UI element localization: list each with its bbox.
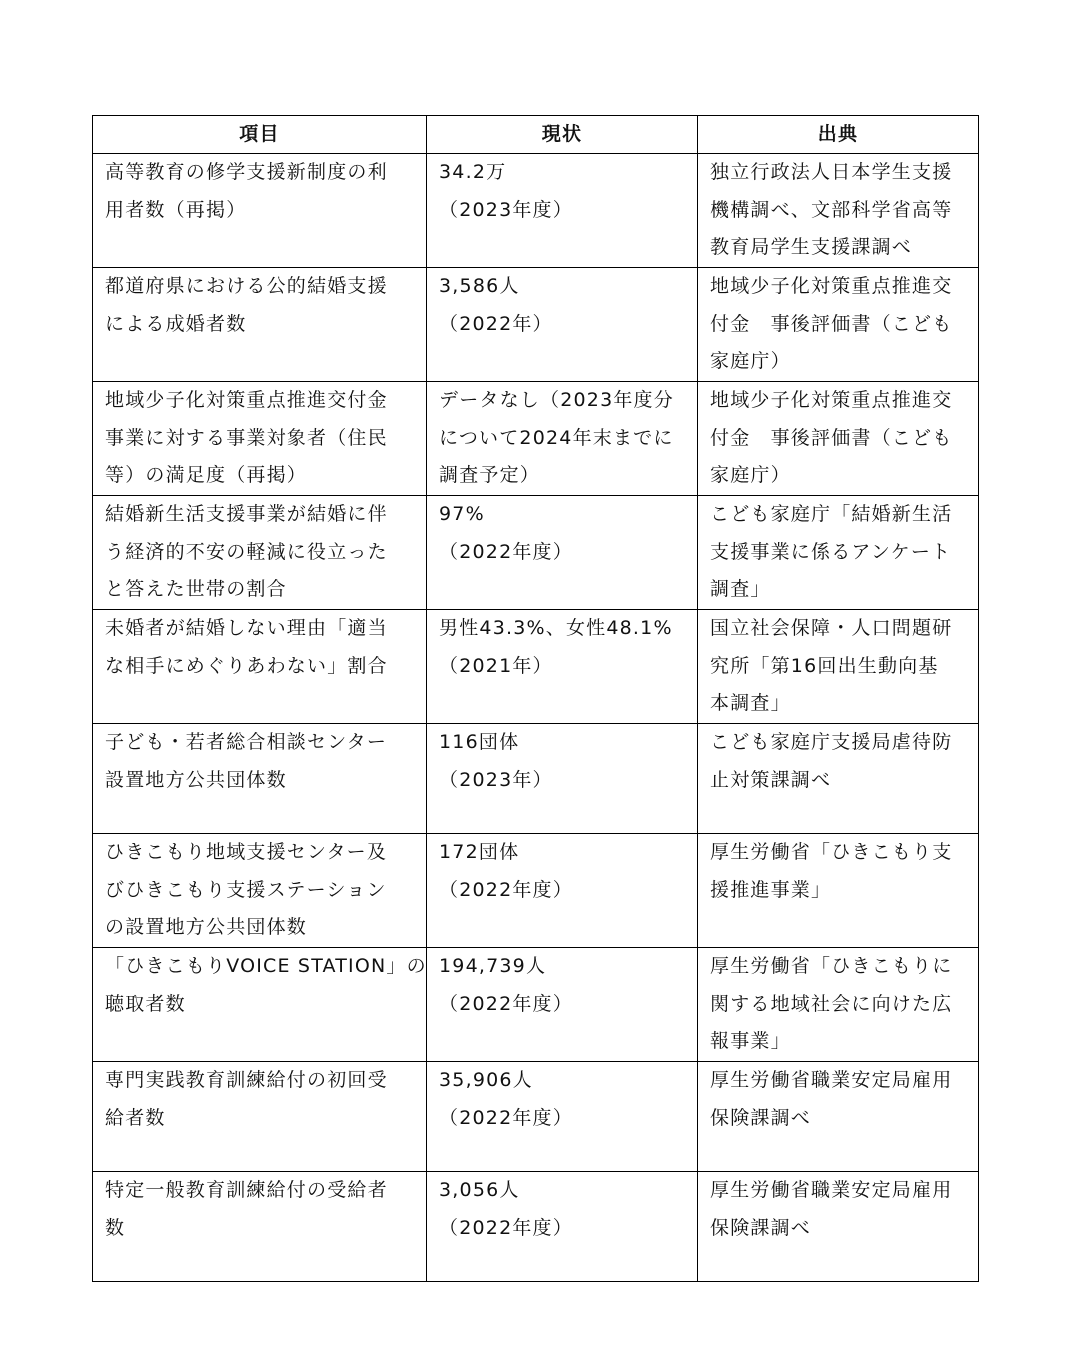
header-status: 現状 bbox=[427, 116, 698, 154]
status-line: （2022年度） bbox=[439, 540, 573, 563]
source-line: こども家庭庁支援局虐待防 bbox=[710, 731, 953, 753]
status-line: データなし（2023年度分 bbox=[439, 389, 674, 411]
item-cell bbox=[93, 948, 427, 1062]
item-line: と答えた世帯の割合 bbox=[105, 578, 287, 601]
status-line: について2024年末までに bbox=[439, 426, 674, 449]
source-line: 厚生労働省「ひきこもり支 bbox=[710, 841, 953, 863]
source-line: 厚生労働省職業安定局雇用 bbox=[710, 1069, 953, 1091]
item-line: 用者数（再掲） bbox=[105, 198, 247, 221]
item-line: 都道府県における公的結婚支援 bbox=[105, 275, 388, 297]
source-cell bbox=[698, 610, 979, 724]
item-cell bbox=[93, 1172, 427, 1282]
status-cell bbox=[427, 724, 698, 834]
item-line: な相手にめぐりあわない」割合 bbox=[105, 654, 388, 677]
item-line: う経済的不安の軽減に役立った bbox=[105, 540, 388, 563]
status-line: 116団体 bbox=[439, 731, 520, 753]
item-line: 「ひきこもりVOICE STATION」の bbox=[105, 955, 427, 977]
source-line: 教育局学生支援課調べ bbox=[710, 236, 913, 259]
item-line: 結婚新生活支援事業が結婚に伴 bbox=[105, 503, 388, 525]
table-row bbox=[93, 1172, 979, 1282]
source-cell bbox=[698, 1062, 979, 1172]
item-line: 未婚者が結婚しない理由「適当 bbox=[105, 617, 388, 639]
status-line: 97% bbox=[439, 503, 485, 525]
source-line: 止対策課調べ bbox=[710, 768, 832, 791]
item-cell bbox=[93, 496, 427, 610]
status-cell bbox=[427, 268, 698, 382]
status-line: （2022年度） bbox=[439, 878, 573, 901]
item-line: 等）の満足度（再掲） bbox=[105, 464, 308, 487]
status-line: （2021年） bbox=[439, 654, 553, 677]
source-line: 支援事業に係るアンケート bbox=[710, 540, 952, 563]
item-cell bbox=[93, 1062, 427, 1172]
status-line: 男性43.3%、女性48.1% bbox=[439, 617, 673, 639]
item-cell bbox=[93, 382, 427, 496]
status-line: （2022年） bbox=[439, 312, 553, 335]
item-line: 特定一般教育訓練給付の受給者 bbox=[105, 1179, 388, 1201]
item-line: 給者数 bbox=[105, 1106, 166, 1129]
status-line: 194,739人 bbox=[439, 955, 547, 977]
item-line: 専門実践教育訓練給付の初回受 bbox=[105, 1069, 388, 1091]
status-cell bbox=[427, 948, 698, 1062]
source-line: 保険課調べ bbox=[710, 1106, 812, 1129]
status-cell bbox=[427, 1172, 698, 1282]
status-line: 35,906人 bbox=[439, 1069, 533, 1091]
source-line: 本調査」 bbox=[710, 692, 791, 715]
indicator-table bbox=[92, 115, 979, 1282]
item-line: 聴取者数 bbox=[105, 992, 186, 1015]
status-line: 172団体 bbox=[439, 841, 520, 863]
table-row bbox=[93, 610, 979, 724]
status-line: 3,586人 bbox=[439, 275, 520, 297]
item-line: 設置地方公共団体数 bbox=[105, 768, 287, 791]
item-cell bbox=[93, 268, 427, 382]
table-row bbox=[93, 496, 979, 610]
source-line: 家庭庁） bbox=[710, 464, 791, 487]
item-line: 地域少子化対策重点推進交付金 bbox=[105, 389, 388, 411]
status-line: 34.2万 bbox=[439, 161, 507, 183]
source-cell bbox=[698, 154, 979, 268]
source-line: 独立行政法人日本学生支援 bbox=[710, 161, 953, 183]
table-row bbox=[93, 1062, 979, 1172]
status-line: （2022年度） bbox=[439, 992, 573, 1015]
source-line: 国立社会保障・人口問題研 bbox=[710, 617, 953, 639]
item-cell bbox=[93, 834, 427, 948]
source-line: 機構調べ、文部科学省高等 bbox=[710, 198, 953, 221]
item-cell bbox=[93, 724, 427, 834]
table-row bbox=[93, 724, 979, 834]
item-line: びひきこもり支援ステーション bbox=[105, 878, 387, 901]
item-line: による成婚者数 bbox=[105, 312, 247, 335]
table-row bbox=[93, 834, 979, 948]
status-line: （2023年度） bbox=[439, 198, 573, 221]
source-cell bbox=[698, 268, 979, 382]
source-line: 厚生労働省「ひきこもりに bbox=[710, 955, 953, 977]
source-cell bbox=[698, 1172, 979, 1282]
item-line: 子ども・若者総合相談センター bbox=[105, 731, 388, 753]
item-line: 高等教育の修学支援新制度の利 bbox=[105, 161, 388, 183]
table-row bbox=[93, 268, 979, 382]
item-line: ひきこもり地域支援センター及 bbox=[105, 841, 388, 863]
source-line: 地域少子化対策重点推進交 bbox=[710, 275, 953, 297]
header-source: 出典 bbox=[698, 116, 979, 154]
item-cell bbox=[93, 154, 427, 268]
source-line: 究所「第16回出生動向基 bbox=[710, 654, 939, 677]
status-line: 調査予定） bbox=[439, 464, 541, 487]
table-row bbox=[93, 382, 979, 496]
source-line: こども家庭庁「結婚新生活 bbox=[710, 503, 953, 525]
table-header-row bbox=[93, 116, 979, 154]
source-line: 付金 事後評価書（こども bbox=[710, 312, 953, 335]
status-line: （2022年度） bbox=[439, 1106, 573, 1129]
source-line: 厚生労働省職業安定局雇用 bbox=[710, 1179, 953, 1201]
source-line: 地域少子化対策重点推進交 bbox=[710, 389, 953, 411]
status-cell bbox=[427, 834, 698, 948]
source-line: 関する地域社会に向けた広 bbox=[710, 992, 953, 1015]
source-line: 報事業」 bbox=[710, 1030, 791, 1053]
table-row bbox=[93, 154, 979, 268]
source-line: 保険課調べ bbox=[710, 1216, 812, 1239]
header-item: 項目 bbox=[93, 116, 427, 154]
source-line: 援推進事業」 bbox=[710, 878, 832, 901]
status-cell bbox=[427, 1062, 698, 1172]
table-row bbox=[93, 948, 979, 1062]
status-cell bbox=[427, 154, 698, 268]
source-cell bbox=[698, 834, 979, 948]
source-line: 家庭庁） bbox=[710, 350, 791, 373]
status-cell bbox=[427, 382, 698, 496]
status-line: 3,056人 bbox=[439, 1179, 520, 1201]
source-cell bbox=[698, 724, 979, 834]
item-line: の設置地方公共団体数 bbox=[105, 916, 308, 939]
status-line: （2023年） bbox=[439, 768, 553, 791]
source-cell bbox=[698, 948, 979, 1062]
source-line: 付金 事後評価書（こども bbox=[710, 426, 953, 449]
source-cell bbox=[698, 382, 979, 496]
item-line: 数 bbox=[105, 1216, 126, 1239]
item-cell bbox=[93, 610, 427, 724]
item-line: 事業に対する事業対象者（住民 bbox=[105, 426, 388, 449]
source-line: 調査」 bbox=[710, 578, 771, 601]
status-cell bbox=[427, 496, 698, 610]
status-line: （2022年度） bbox=[439, 1216, 573, 1239]
status-cell bbox=[427, 610, 698, 724]
source-cell bbox=[698, 496, 979, 610]
